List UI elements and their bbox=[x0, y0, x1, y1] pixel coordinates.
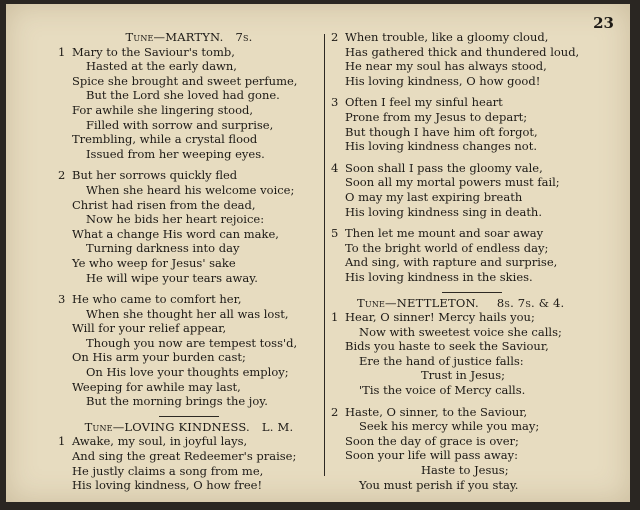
verse-line: 2 When trouble, like a gloomy cloud, bbox=[331, 30, 549, 44]
verse-number: 1 bbox=[331, 310, 339, 325]
verse-line: Christ had risen from the dead, bbox=[72, 197, 256, 212]
verse-line: Now he bids her heart rejoice: bbox=[86, 212, 265, 227]
verse-line: 'Tis the voice of Mercy calls. bbox=[359, 383, 526, 398]
verse-line: Ere the hand of justice falls: bbox=[359, 353, 524, 368]
verse bbox=[331, 405, 613, 493]
verse-line: Turning darkness into day bbox=[86, 241, 240, 256]
tune-name: Tune—MARTYN. bbox=[125, 30, 224, 44]
left-column bbox=[58, 30, 320, 500]
verse-line: Soon your life will pass away: bbox=[345, 448, 518, 463]
verse-number: 3 bbox=[331, 95, 339, 110]
verse bbox=[331, 30, 613, 88]
verse-line: 2 But her sorrows quickly fled bbox=[58, 168, 238, 183]
verse-line: Soon all my mortal powers must fail; bbox=[345, 175, 560, 190]
verse-line: Weeping for awhile may last, bbox=[72, 379, 241, 394]
verse-line: Though you now are tempest toss'd, bbox=[86, 335, 298, 350]
verse bbox=[331, 226, 613, 284]
verse-line: His loving kindness changes not. bbox=[345, 139, 537, 154]
verse-line: His loving kindness in the skies. bbox=[345, 269, 533, 284]
verse-line: 4 Soon shall I pass the gloomy vale, bbox=[331, 160, 543, 175]
verse-number: 1 bbox=[58, 434, 66, 449]
verse-line: 1 Awake, my soul, in joyful lays, bbox=[58, 434, 248, 449]
verse-line: When she heard his welcome voice; bbox=[86, 182, 295, 197]
verse-line: Soon the day of grace is over; bbox=[345, 433, 519, 448]
verse-line: Filled with sorrow and surprise, bbox=[86, 117, 274, 132]
hymnal-page bbox=[6, 4, 630, 502]
hymn-separator bbox=[442, 292, 502, 293]
verse-number: 2 bbox=[331, 404, 339, 419]
verse-line: Prone from my Jesus to depart; bbox=[345, 109, 528, 124]
verse-number: 2 bbox=[58, 168, 66, 183]
verse-line: Will for your relief appear, bbox=[72, 321, 227, 336]
tune-meter: 7s. bbox=[235, 30, 253, 44]
verse-line: His loving kindness, O how good! bbox=[345, 73, 541, 88]
verse-line: Spice she brought and sweet perfume, bbox=[72, 73, 298, 88]
verse-line: Trembling, while a crystal flood bbox=[72, 132, 258, 147]
verse-number: 1 bbox=[58, 44, 66, 59]
hymn-tune-heading bbox=[331, 296, 613, 311]
verse-line: His loving kindness sing in death. bbox=[345, 204, 542, 219]
verse-line: 5 Then let me mount and soar away bbox=[331, 226, 544, 241]
verse-line: Trust in Jesus; bbox=[421, 368, 505, 383]
verse-line: He near my soul has always stood, bbox=[345, 59, 547, 74]
verse-line: He justly claims a song from me, bbox=[72, 463, 264, 478]
verse-line: On His arm your burden cast; bbox=[72, 350, 246, 365]
verse-line: 3 He who came to comfort her, bbox=[58, 292, 242, 307]
verse-line: For awhile she lingering stood, bbox=[72, 102, 254, 117]
verse-line: But the morning brings the joy. bbox=[86, 394, 268, 409]
verse-line: When she thought her all was lost, bbox=[86, 306, 289, 321]
hymn-tune-heading bbox=[58, 30, 320, 45]
verse bbox=[58, 45, 320, 162]
verse-line: But the Lord she loved had gone. bbox=[86, 88, 280, 103]
tune-name: Tune—LOVING KINDNESS. bbox=[84, 419, 250, 434]
page-number: 23 bbox=[593, 14, 614, 32]
verse-line: 2 Haste, O sinner, to the Saviour, bbox=[331, 404, 528, 419]
verse-line: Hasted at the early dawn, bbox=[86, 59, 237, 74]
verse-line: Seek his mercy while you may; bbox=[359, 419, 540, 434]
verse-line: O may my last expiring breath bbox=[345, 189, 523, 204]
verse-line: He will wipe your tears away. bbox=[86, 270, 258, 285]
column-divider bbox=[324, 34, 325, 476]
verse-line: 3 Often I feel my sinful heart bbox=[331, 95, 503, 110]
verse-line: 1 Hear, O sinner! Mercy hails you; bbox=[331, 310, 535, 325]
hymn-tune-heading bbox=[58, 420, 320, 435]
right-column bbox=[331, 30, 613, 499]
verse bbox=[331, 310, 613, 398]
tune-meter: L. M. bbox=[261, 419, 294, 434]
hymn-separator bbox=[159, 416, 219, 417]
verse-line: What a change His word can make, bbox=[72, 226, 279, 241]
verse-number: 3 bbox=[58, 292, 66, 307]
verse-line: Ye who weep for Jesus' sake bbox=[72, 255, 236, 270]
verse-line: Has gathered thick and thundered loud, bbox=[345, 44, 580, 59]
verse bbox=[58, 434, 320, 492]
verse bbox=[331, 95, 613, 153]
verse bbox=[58, 292, 320, 409]
verse-number: 2 bbox=[331, 30, 339, 44]
verse-line: To the bright world of endless day; bbox=[345, 240, 549, 255]
verse-line: And sing, with rapture and surprise, bbox=[345, 255, 558, 270]
verse-line: His loving kindness, O how free! bbox=[72, 478, 263, 493]
tune-name: Tune—NETTLETON. bbox=[357, 295, 479, 310]
verse bbox=[331, 161, 613, 219]
verse-line: You must perish if you stay. bbox=[359, 477, 519, 492]
verse-line: Bids you haste to seek the Saviour, bbox=[345, 339, 549, 354]
verse-line: And sing the great Redeemer's praise; bbox=[72, 449, 297, 464]
verse-line: Issued from her weeping eyes. bbox=[86, 146, 265, 161]
verse-number: 5 bbox=[331, 226, 339, 241]
verse-line: Now with sweetest voice she calls; bbox=[359, 324, 562, 339]
verse-line: 1 Mary to the Saviour's tomb, bbox=[58, 44, 235, 59]
tune-meter: 8s. 7s. & 4. bbox=[496, 295, 565, 310]
verse-line: On His love your thoughts employ; bbox=[86, 365, 289, 380]
verse-line: But though I have him oft forgot, bbox=[345, 124, 538, 139]
verse-line: Haste to Jesus; bbox=[421, 463, 509, 478]
verse bbox=[58, 168, 320, 285]
verse-number: 4 bbox=[331, 160, 339, 175]
